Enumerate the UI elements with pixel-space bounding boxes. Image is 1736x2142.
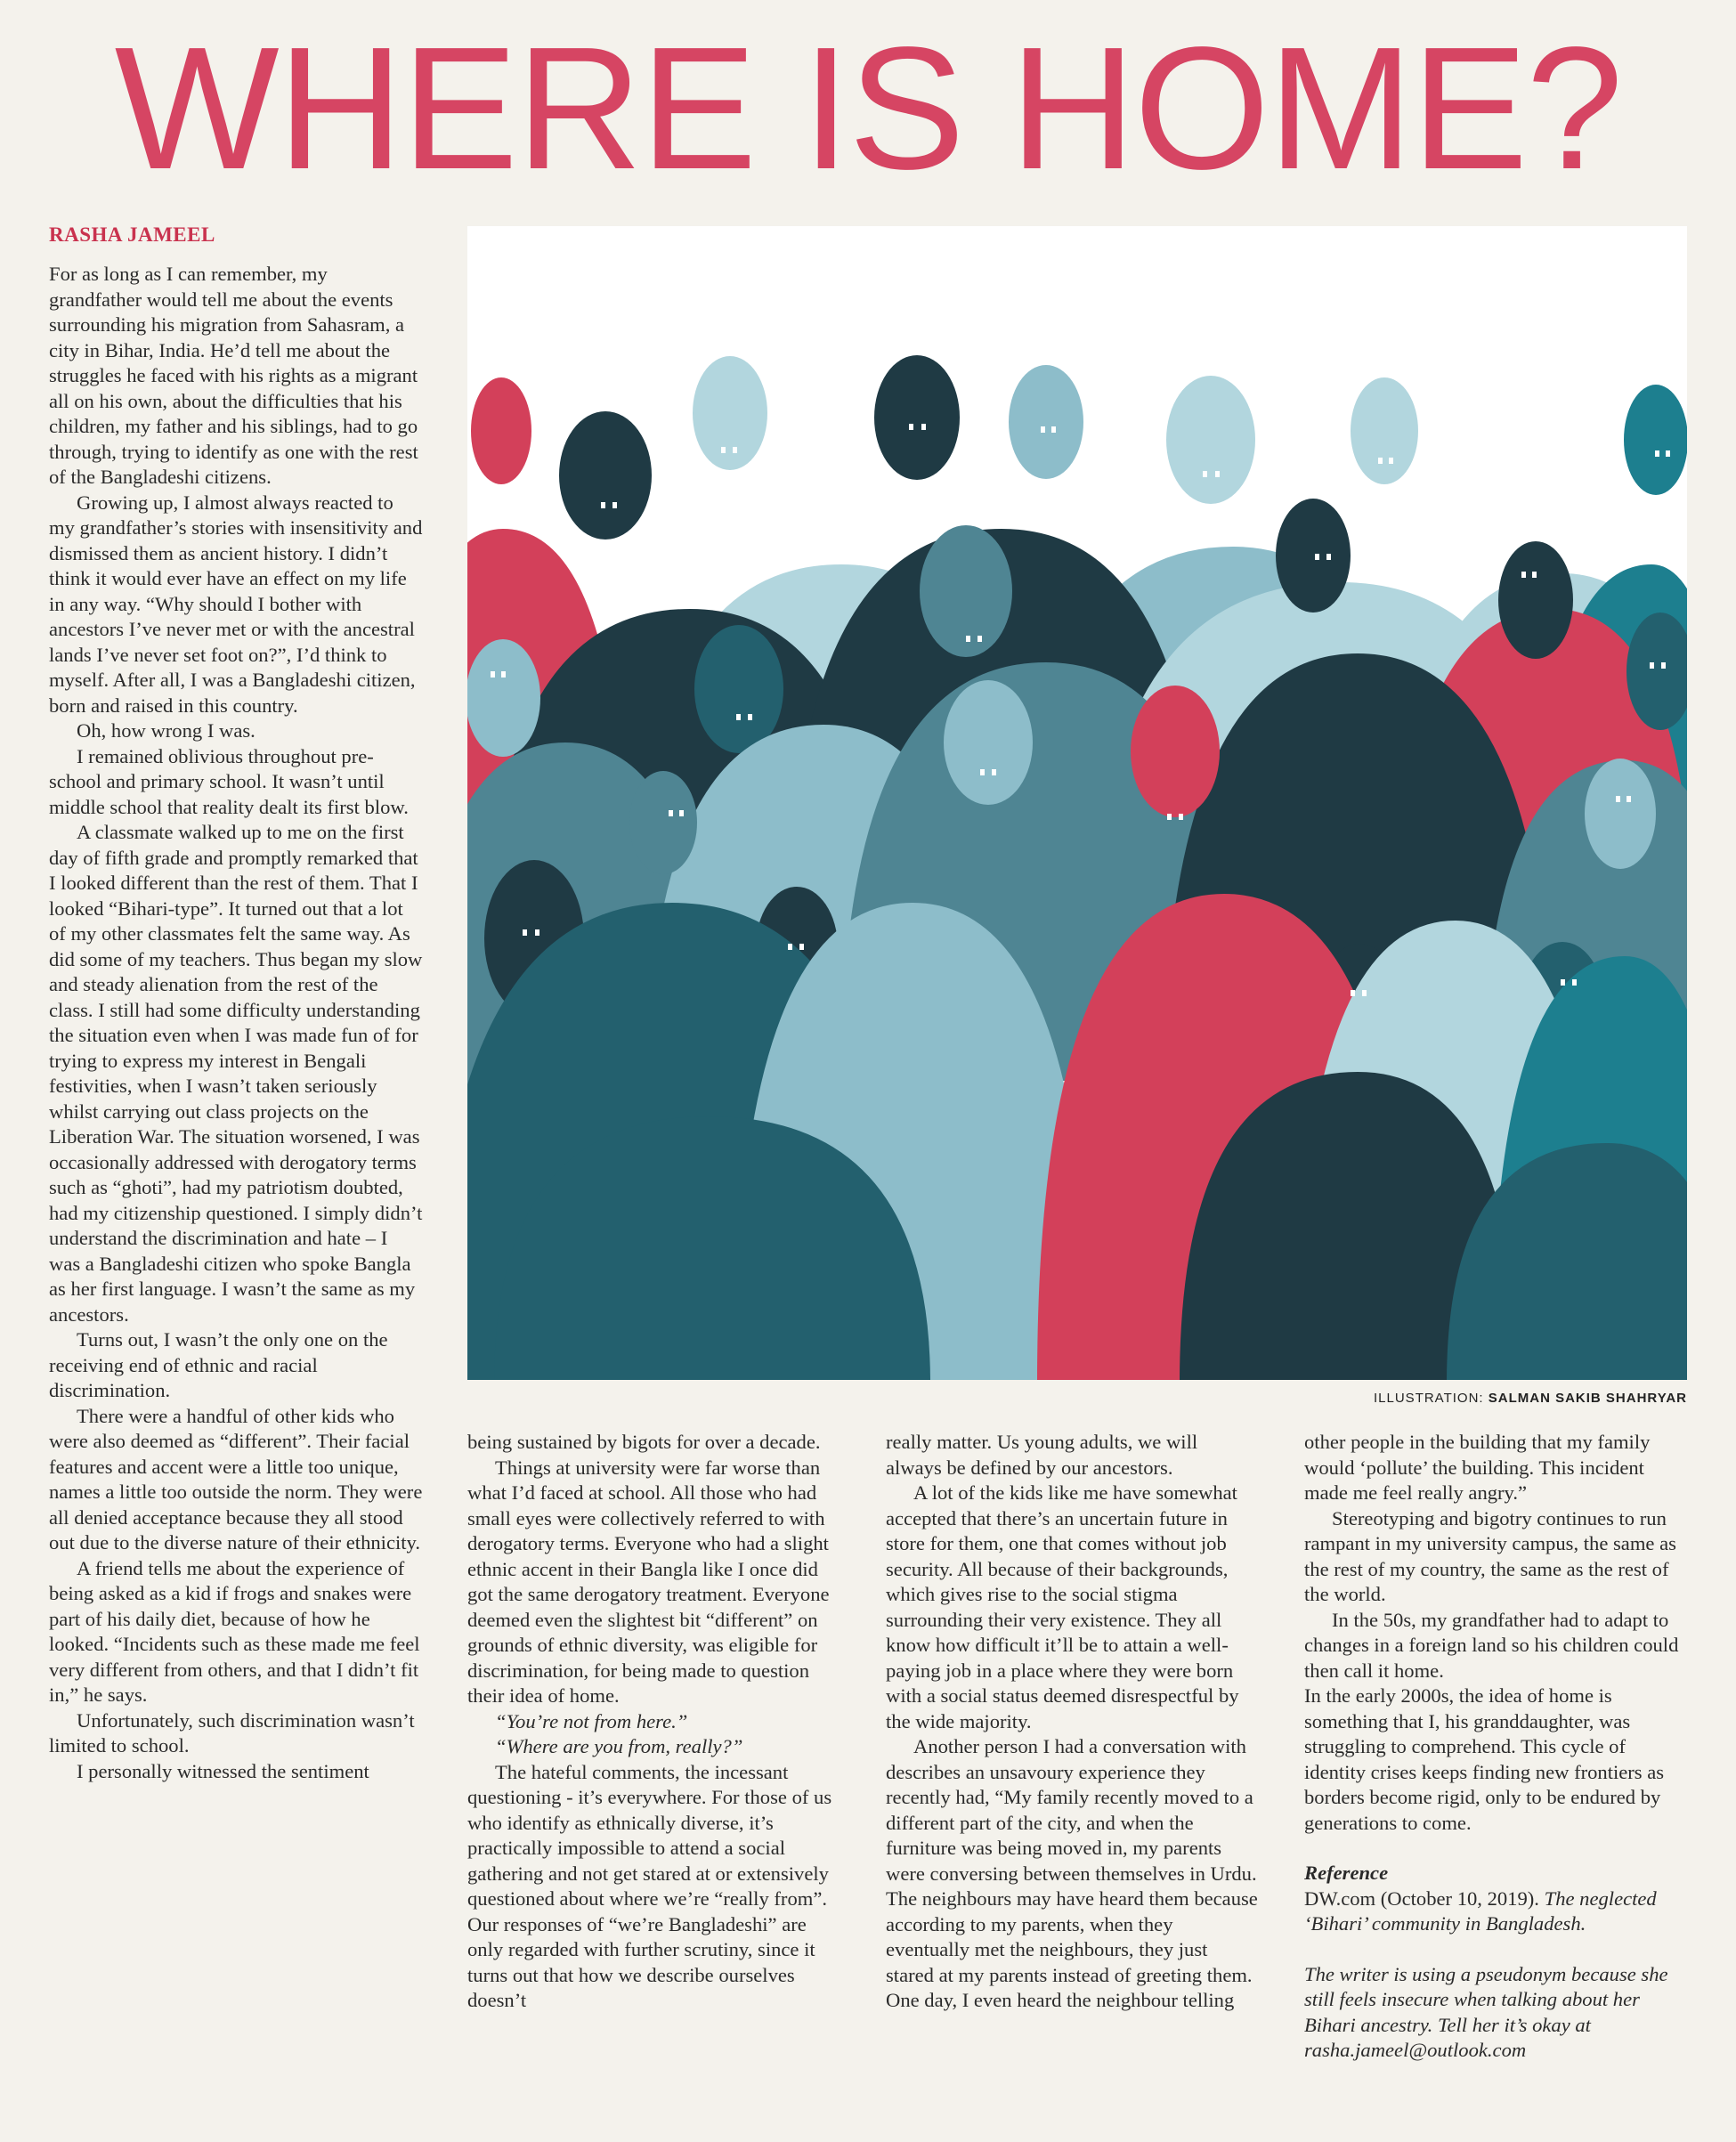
crowd-illustration — [467, 226, 1687, 1380]
paragraph: In the early 2000s, the idea of home is something that I, his granddaughter, was struggling to comprehend. This cycle of identity crises keeps finding new frontiers as borders become rigid, only to be endured by generations to come. — [1304, 1684, 1665, 1834]
reference-source: DW.com (October 10, 2019). — [1304, 1886, 1539, 1910]
paragraph: being sustained by bigots for over a decade. — [467, 1431, 821, 1453]
paragraph: Turns out, I wasn’t the only one on the receiving end of ethnic and racial discrimination. — [49, 1328, 388, 1401]
crowd-illustration-art — [467, 226, 1687, 1380]
reference-title: The neglected ‘Bihari’ community in Bangladesh. — [1304, 1886, 1657, 1935]
paragraph: Growing up, I almost always reacted to my grandfather’s stories with insensitivity and dismissed them as ancient history. I didn’t think it would ever have an effect on my life in any way. “Why should I bother with ancestors I’ve never met or with the ancestral lands I’ve never set foot on?”, I’d think to myself. After all, I was a Bangladeshi citizen, born and raised in this country. — [49, 491, 423, 717]
paragraph: Unfortunately, such discrimination wasn’t limited to school. — [49, 1708, 415, 1757]
paragraph: There were a handful of other kids who were also deemed as “different”. Their facial features and accent were a little too unique, names a little too outside the norm. They were all denied acceptance because they all stood out due to the diverse nature of their ethnicity. — [49, 1404, 423, 1554]
paragraph: For as long as I can remember, my grandfather would tell me about the events surrounding his migration from Sahasram, a city in Bihar, India. He’d tell me about the struggles he faced with his rights as a migrant all on his own, about the difficulties that his children, my father and his siblings, had to go through, trying to identify as one with the rest of the Bangladeshi citizens. — [49, 263, 418, 488]
quote: “You’re not from here.” — [495, 1709, 688, 1732]
article-column-1 — [49, 262, 423, 1784]
article-column-3 — [886, 1430, 1258, 2014]
credit-label: ILLUSTRATION: — [1374, 1391, 1484, 1406]
article-column-2 — [467, 1430, 840, 2014]
paragraph: really matter. Us young adults, we will always be defined by our ancestors. — [886, 1431, 1198, 1479]
quote: “Where are you from, really?” — [495, 1735, 743, 1757]
paragraph: A friend tells me about the experience of being asked as a kid if frogs and snakes were part of his daily diet, because of how he looked. “Incidents such as these made me feel very different from others, and that I didn’t fit in,” he says. — [49, 1556, 420, 1706]
reference-entry — [1304, 1886, 1687, 1937]
reference-heading: Reference — [1304, 1862, 1389, 1884]
credit-name: SALMAN SAKIB SHAHRYAR — [1488, 1391, 1687, 1406]
paragraph: The hateful comments, the incessant questioning - it’s everywhere. For those of us who identify as ethnically diverse, it’s practically impossible to attend a social gathering and not get stared at or extensively questioned about where we’re “really from”. Our responses of “we’re Bangladeshi” are only regarded with further scrutiny, since it turns out that how we describe ourselves doesn’t — [467, 1760, 832, 2011]
paragraph: Stereotyping and bigotry continues to run rampant in my university campus, the same as the rest of my country, the same as the rest of the world. — [1304, 1506, 1676, 1605]
illustration-credit — [1374, 1391, 1687, 1406]
illustration-heads-back — [471, 355, 1687, 540]
headline: WHERE IS HOME? — [114, 11, 1622, 206]
paragraph: A lot of the kids like me have somewhat accepted that there’s an uncertain future in store for them, one that comes without job security. All because of their backgrounds, which gives rise to the social stigma surrounding their very existence. They all know how difficult it’ll be to attain a well-paying job in a place where they were born with a social status deemed disrespectful by the wide majority. — [886, 1481, 1239, 1732]
byline: RASHA JAMEEL — [49, 223, 215, 246]
paragraph: other people in the building that my family would ‘pollute’ the building. This incident made me feel really angry.” — [1304, 1431, 1651, 1504]
paragraph: I remained oblivious throughout pre-school and primary school. It wasn’t until middle school that reality dealt its first blow. — [49, 744, 409, 818]
paragraph: Oh, how wrong I was. — [77, 719, 256, 742]
article-column-4 — [1304, 1430, 1687, 2064]
paragraph: I personally witnessed the sentiment — [77, 1759, 369, 1782]
paragraph: Another person I had a conversation with describes an unsavoury experience they recently had, “My family recently moved to a different part of the city, and when the furniture was being moved in, my parents were conversing between themselves in Urdu. The neighbours may have heard them because according to my parents, when they eventually met the neighbours, they just stared at my parents instead of greeting them. One day, I even heard the neighbour telling — [886, 1735, 1258, 2011]
paragraph: In the 50s, my grandfather had to adapt to changes in a foreign land so his children could then call it home. — [1304, 1608, 1679, 1682]
paragraph: Things at university were far worse than what I’d faced at school. All those who had small eyes were collectively referred to with derogatory terms. Everyone who had a slight ethnic accent in their Bangla like I once did got the same derogatory treatment. Everyone deemed even the slightest bit “different” on grounds of ethnic diversity, was eligible for discrimination, for being made to question their idea of home. — [467, 1456, 830, 1707]
paragraph: A classmate walked up to me on the first day of fifth grade and promptly remarked that I looked different than the rest of them. That I looked “Bihari-type”. It turned out that a lot of my other classmates felt the same way. As did some of my teachers. Thus began my slow and steady alienation from the rest of the class. I still had some difficulty understanding the situation even when I was made fun of for trying to express my interest in Bengali festivities, when I wasn’t taken seriously whilst carrying out class projects on the Liberation War. The situation worsened, I was occasionally addressed with derogatory terms such as “ghoti”, had my patriotism doubted, had my citizenship questioned. I simply didn’t understand the discrimination and hate – I was a Bangladeshi citizen who spoke Bangla as her first language. I wasn’t the same as my ancestors. — [49, 821, 423, 1326]
author-note: The writer is using a pseudonym because she still feels insecure when talking about her Bihari ancestry. Tell her it’s okay at rasha.jameel@outlook.com — [1304, 1962, 1668, 2061]
